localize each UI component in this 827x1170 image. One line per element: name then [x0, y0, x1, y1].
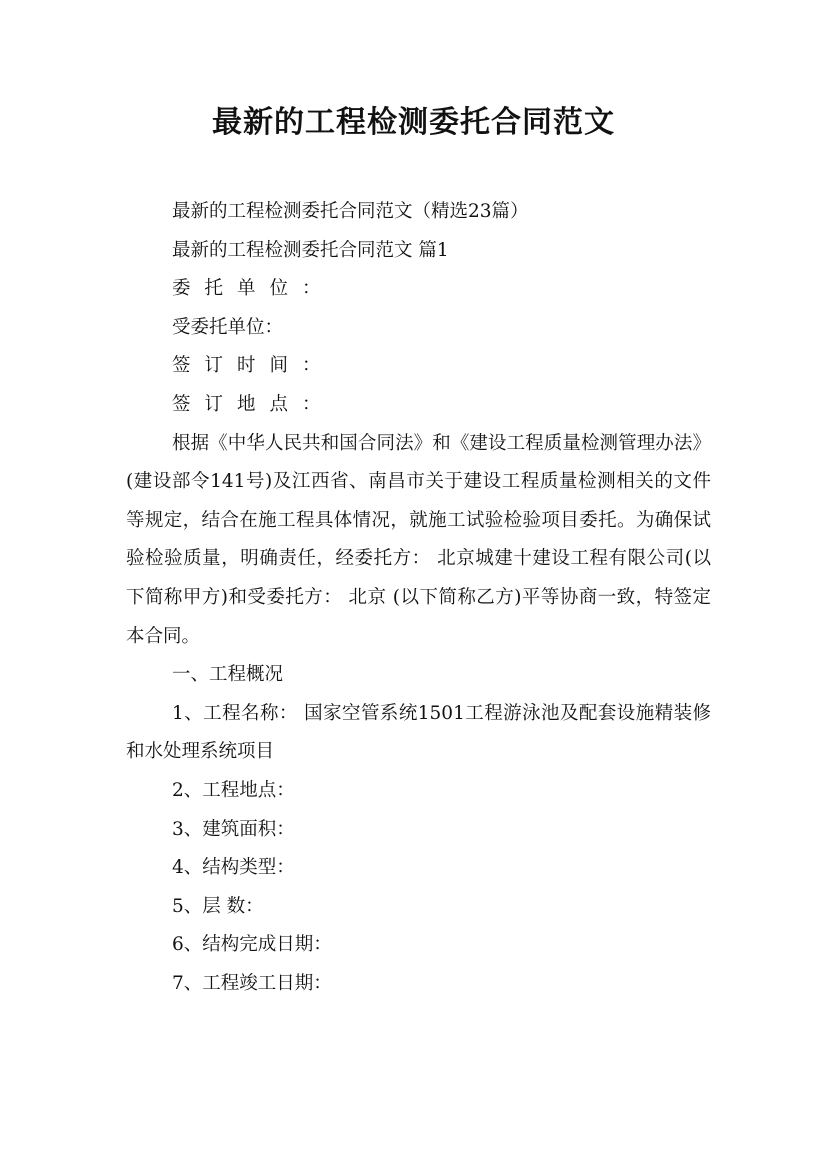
item-floors: 5、层 数： — [172, 895, 264, 917]
section-heading: 最新的工程检测委托合同范文 篇1 — [172, 239, 449, 261]
item-project-completion-date: 7、工程竣工日期： — [172, 972, 332, 994]
field-sign-time: 签订时间： — [172, 355, 335, 377]
item-structure-type: 4、结构类型： — [172, 857, 295, 879]
field-sign-place: 签订地点： — [172, 393, 335, 415]
intro-paragraph: 根据《中华人民共和国合同法》和《建设工程质量检测管理办法》(建设部令141号)及江西省、南昌市关于建设工程质量检测相关的文件等规定，结合在施工程具体情况，就施工试验检验项目委托。为确保试验检验质量，明确责任，经委托方： 北京城建十建设工程有限公司(以下简称甲方)和受委托方： 北京 (以下简称乙方)平等协商一致，特签定本合同。 — [126, 432, 711, 647]
item-project-name: 1、工程名称： 国家空管系统1501工程游泳池及配套设施精装修和水处理系统项目 — [126, 702, 711, 763]
item-structure-completion-date: 6、结构完成日期： — [172, 934, 332, 956]
item-project-location: 2、工程地点： — [172, 779, 295, 801]
field-client: 委托单位： — [172, 278, 335, 300]
overview-heading: 一、工程概况 — [172, 664, 284, 686]
document-title: 最新的工程检测委托合同范文 — [212, 105, 615, 140]
field-contractor: 受委托单位： — [172, 316, 284, 338]
document-body — [126, 193, 711, 1003]
item-building-area: 3、建筑面积： — [172, 818, 295, 840]
document-subtitle: 最新的工程检测委托合同范文（精选23篇） — [172, 201, 529, 222]
